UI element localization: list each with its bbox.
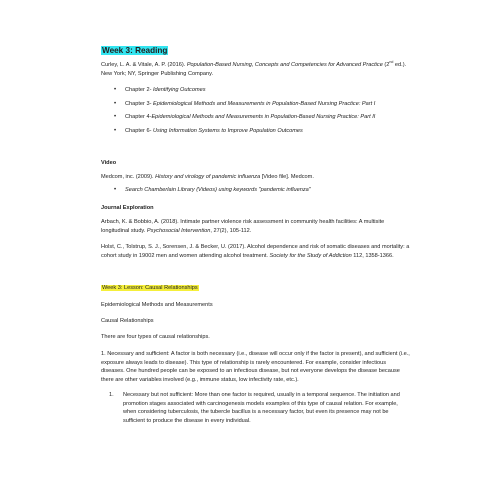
- list-item: • Chapter 4-Epidemiological Methods and Measurements in Population-Based Nursing Practice: Part II: [101, 113, 401, 122]
- lesson-heading-wrap: [101, 284, 411, 293]
- citation-publisher: ed.). New York; NY, Springer Publishing Company.: [101, 62, 407, 77]
- list-item: 1. Necessary but not sufficient: More than one factor is required, usually in a temporal sequence. The initiation and promotion stages associated with carcinogenesis models examples of this type of causal relation. For example, when considering tuberculosis, the tubercle bacillus is a necessary factor, but even its presence may not be sufficient to produce the disease in every individual.: [109, 392, 400, 424]
- list-item: • Chapter 2- Identifying Outcomes: [101, 86, 401, 95]
- list-item: • Chapter 3- Epidemiological Methods and Measurements in Population-Based Nursing Practice: Part I: [101, 100, 401, 109]
- list-item: • Search Chamberlain Library (Videos) using keywords "pandemic influenza": [101, 186, 401, 195]
- citation-edition: (2: [382, 62, 390, 68]
- video-citation: Medcom, inc. (2009). History and virology of pandemic influenza [Video file]. Medcom.: [101, 174, 314, 180]
- citation-edition-sup: nd: [389, 60, 394, 65]
- video-list: [101, 186, 401, 195]
- causal-type-list: [101, 391, 401, 425]
- citation-title: Population-Based Nursing, Concepts and Competencies for Advanced Practice: [186, 62, 383, 68]
- lesson-subheading-1: Epidemiological Methods and Measurements: [101, 302, 213, 308]
- lesson-heading: Week 3: Lesson: Causal Relationships: [102, 285, 198, 291]
- journal-citation-2: Holst, C., Tolstrup, S. J., Sorensen, J. & Becker, U. (2017). Alcohol dependence and risk of somatic diseases and mortality: a cohort study in 19002 men and women attending alcohol treatment. Society for the Study of Addiction 112, 1358-1366.: [101, 244, 410, 259]
- lesson-intro: There are four types of causal relationships.: [101, 334, 210, 340]
- chapter-list: [101, 86, 401, 135]
- journal-citation-1: Arbach, K. & Bobbio, A. (2018). Intimate partner violence risk assessment in community health facilities: A multisite longitudinal study. Psychosocial Intervention, 27(2), 105-112.: [101, 219, 385, 234]
- journal-heading: Journal Exploration: [101, 205, 154, 211]
- reading-heading: Week 3: Reading: [102, 46, 168, 55]
- citation-authors: Curley, L. A. & Vitale, A. P. (2016).: [101, 62, 187, 68]
- causal-type-1: 1. Necessary and sufficient: A factor is both necessary (i.e., disease will occur only if the factor is present), and sufficient (i.e., exposure always leads to disease). This type of relationship is rarely encountered. For example, consider infectious diseases. One hundred people can be exposed to an infectious disease, but not everyone develops the disease because there are other variables involved (e.g., immune status, low infectivity rate, etc.).: [101, 351, 410, 383]
- reading-heading-wrap: [101, 45, 411, 57]
- video-heading: Video: [101, 160, 117, 166]
- lesson-subheading-2: Causal Relationships: [101, 318, 154, 324]
- citation-main: [101, 61, 411, 78]
- list-item: • Chapter 6- Using Information Systems to Improve Population Outcomes: [101, 127, 401, 136]
